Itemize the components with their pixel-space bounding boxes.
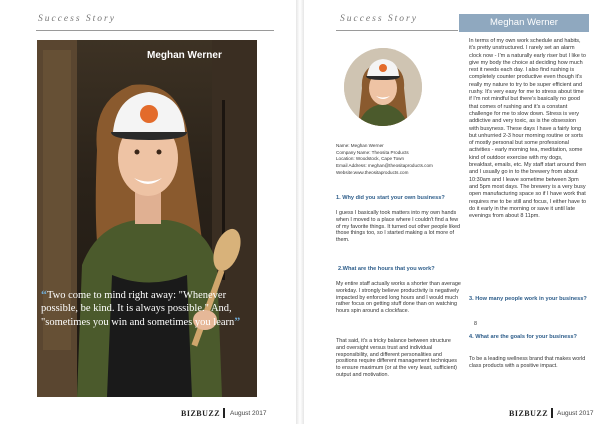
book-spine [296,0,304,424]
schedule-paragraph: In terms of my own work schedule and habits, it's pretty unstructured. I rarely set an alarm clock now - I'm a naturally early riser but I like to give my body the choice at deciding how much rest it needs each day. I also find rushing is completely counter productive even though it's really my nature to try to be super efficient and rushy. It's very easy for me to stress about time if I'm not mindful but there's basically no good that comes of rushing and it's a constant challenge for me to slow down. Stress is very addictive and very toxic, as is the obsession with busyness. These days I have a fairly long but unhurried 2-3 hour morning routine or sorts of mostly personal but some professional activities - early morning tea, meditation, some kind of outdoor exercise with my dogs, breakfast, emails, etc. My staff start around then and I usually go in to the brewery from about 10:30am and I leave sometime between 3pm and 5pm most days. The brewery is a very busy open manufacturing space so if I have work that requires me to be still and focus, I either have to do it early in the morning or save it until late evenings from about 8 11pm. [469,38,587,220]
portrait-photo [37,40,257,397]
header-rule-right [336,30,458,31]
footer-separator [223,408,225,418]
footer-date: August 2017 [230,410,267,417]
footer-separator-right [551,408,553,418]
contact-info [336,143,454,177]
question-4: 4. What are the goals for your business? [469,334,577,340]
info-location: Location: Woodstock, Cape Town [336,156,405,162]
info-email: Email Address: meghan@theositaproducts.com [336,163,433,169]
portrait-illustration [37,40,257,397]
info-company: Company Name: Theosita Products [336,149,409,155]
name-tab: Meghan Werner [459,14,589,32]
question-2: 2.What are the hours that you work? [338,266,435,272]
answer-2-continued: That said, it's a tricky balance between structure and oversight versus trust and individual responsibility, and different personalities and positions require different management techniques to ensure maximum (or at the very least, sufficient) output and motivation. [336,338,457,378]
info-name: Name: Meghan Werner [336,143,384,148]
footer-brand-right: BIZBUZZ [509,409,549,418]
photo-name-caption: Meghan Werner [147,50,222,61]
left-page [0,0,296,424]
answer-1: I guess I basically took matters into my own hands when I moved to a place where I couldn't find a few of my favorite things. It turned out other people liked those things too, so I started making a lot more of them. [336,210,461,244]
answer-2: My entire staff actually works a shorter than average workday. I strongly believe productivity is negatively impacted by enforced long hours and I would much rather focus on getting stuff done than on watching hours spin around a clockface. [336,281,461,315]
avatar-illustration [344,48,422,126]
info-website: Website:www.theositaproducts.com [336,169,409,175]
section-header-right: Success Story [340,14,418,24]
answer-4: To be a leading wellness brand that makes world class products with a positive impact. [469,356,586,369]
pull-quote [41,288,253,329]
footer-brand: BIZBUZZ [181,409,221,418]
quote-text: Two come to mind right away: "Whenever possible, be kind. It is always possible." And, "sometimes you win and sometimes you learn [41,290,235,328]
profile-avatar [344,48,422,126]
section-header: Success Story [38,14,116,24]
quote-open-mark: “ [41,287,47,301]
footer-date-right: August 2017 [557,410,594,417]
question-3: 3. How many people work in your business? [469,296,587,302]
answer-3: 8 [474,321,477,327]
header-rule [36,30,274,31]
quote-close-mark: ” [234,314,241,328]
question-1: 1. Why did you start your own business? [336,195,445,201]
